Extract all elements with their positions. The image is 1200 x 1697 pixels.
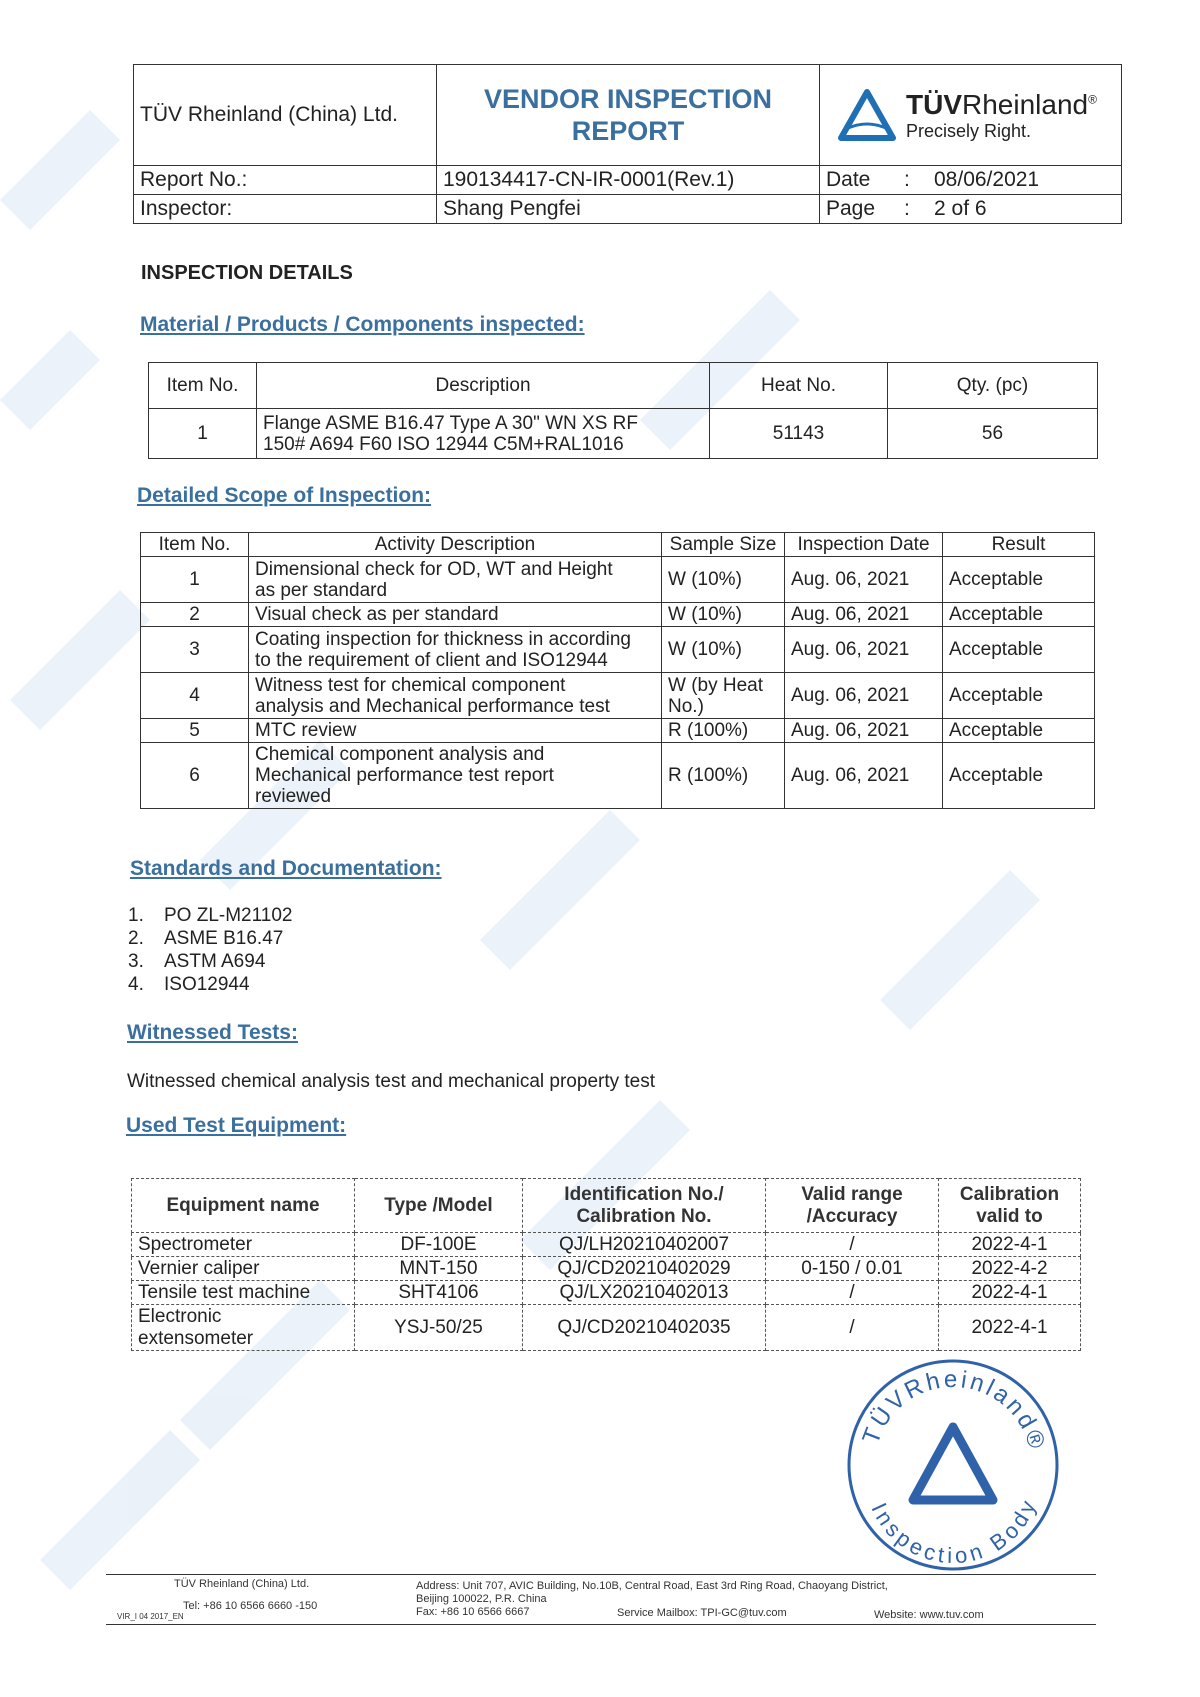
scope-activity [249, 743, 662, 809]
equipment-name: Tensile test machine [132, 1281, 355, 1305]
table-row [132, 1233, 1081, 1257]
report-no: 190134417-CN-IR-0001(Rev.1) [437, 166, 820, 195]
equipment-type: MNT-150 [355, 1257, 523, 1281]
footer-company: TÜV Rheinland (China) Ltd. [174, 1578, 310, 1590]
scope-activity-line: Dimensional check for OD, WT and Height [255, 558, 613, 580]
equipment-col-cal-line: Calibration [959, 1183, 1060, 1205]
scope-activity [249, 673, 662, 719]
witnessed-text: Witnessed chemical analysis test and mechanical property test [127, 1071, 656, 1092]
footer-mailbox: Service Mailbox: TPI-GC@tuv.com [617, 1607, 787, 1619]
equipment-col-id-line: Identification No./ [564, 1183, 724, 1205]
list-text: PO ZL-M21102 [164, 905, 293, 926]
table-row [141, 557, 1095, 603]
materials-description-line1: Flange ASME B16.47 Type A 30" WN XS RF [263, 412, 638, 434]
materials-qty: 56 [888, 409, 1098, 459]
list-item [128, 927, 292, 950]
footer-address-line2: Beijing 100022, P.R. China [416, 1593, 547, 1605]
materials-item-no: 1 [149, 409, 257, 459]
materials-description [257, 409, 710, 459]
table-row [141, 743, 1095, 809]
scope-sample: R (100%) [662, 743, 785, 809]
scope-col-activity: Activity Description [249, 533, 662, 557]
scope-activity-line: Coating inspection for thickness in according [255, 628, 631, 650]
scope-col-date: Inspection Date [785, 533, 943, 557]
list-item [128, 950, 292, 973]
scope-sample: W (10%) [662, 627, 785, 673]
report-no-label: Report No.: [134, 166, 437, 195]
list-text: ASTM A694 [164, 951, 266, 972]
scope-result: Acceptable [943, 719, 1095, 743]
scope-item-no: 6 [141, 743, 249, 809]
scope-date: Aug. 06, 2021 [785, 719, 943, 743]
witnessed-heading: Witnessed Tests: [127, 1021, 298, 1044]
materials-description-line2: 150# A694 F60 ISO 12944 C5M+RAL1016 [263, 433, 624, 455]
scope-col-result: Result [943, 533, 1095, 557]
equipment-type: YSJ-50/25 [355, 1305, 523, 1351]
table-row [141, 627, 1095, 673]
report-title-line1: VENDOR INSPECTION [483, 84, 773, 114]
equipment-id: QJ/CD20210402035 [523, 1305, 766, 1351]
inspection-details-heading: INSPECTION DETAILS [141, 262, 353, 284]
list-item [128, 973, 292, 996]
scope-activity-line: Mechanical performance test report [255, 765, 554, 786]
table-row [141, 673, 1095, 719]
stamp-top-text: TÜVRheinland® [857, 1365, 1051, 1455]
equipment-name [132, 1305, 355, 1351]
scope-sample-line: W (by Heat [668, 674, 764, 696]
equipment-type: DF-100E [355, 1233, 523, 1257]
materials-heat-no: 51143 [710, 409, 888, 459]
tuv-triangle-icon [838, 89, 896, 141]
scope-activity-line: as per standard [255, 579, 388, 601]
materials-col-qty: Qty. (pc) [888, 363, 1098, 409]
scope-sample: W (10%) [662, 603, 785, 627]
date-value: 08/06/2021 [934, 168, 1040, 191]
table-row [141, 603, 1095, 627]
list-number: 1. [128, 905, 144, 926]
logo-tagline: Precisely Right. [906, 120, 1032, 141]
scope-item-no: 5 [141, 719, 249, 743]
page-label: Page [826, 197, 876, 220]
scope-activity [249, 557, 662, 603]
scope-result: Acceptable [943, 627, 1095, 673]
scope-item-no: 2 [141, 603, 249, 627]
equipment-calibration: 2022-4-1 [939, 1233, 1081, 1257]
scope-date: Aug. 06, 2021 [785, 627, 943, 673]
scope-activity: Visual check as per standard [249, 603, 662, 627]
equipment-table [131, 1178, 1081, 1351]
equipment-col-calibration [939, 1179, 1081, 1233]
page-colon: : [904, 197, 910, 220]
date-cell [820, 166, 1122, 195]
scope-activity-line: Witness test for chemical component [255, 674, 566, 696]
standards-list [128, 904, 292, 996]
scope-result: Acceptable [943, 557, 1095, 603]
report-title-line2: REPORT [571, 116, 685, 146]
equipment-id: QJ/CD20210402029 [523, 1257, 766, 1281]
scope-activity [249, 627, 662, 673]
materials-table [148, 362, 1098, 459]
form-code: VIR_I 04 2017_EN [117, 1612, 184, 1621]
date-colon: : [904, 168, 910, 191]
equipment-name: Vernier caliper [132, 1257, 355, 1281]
equipment-col-id-line: Calibration No. [576, 1205, 712, 1227]
equipment-range: / [766, 1281, 939, 1305]
equipment-id: QJ/LX20210402013 [523, 1281, 766, 1305]
footer-bottom-rule [106, 1624, 1096, 1625]
table-row [132, 1257, 1081, 1281]
footer-address-line1: Address: Unit 707, AVIC Building, No.10B, Central Road, East 3rd Ring Road, Chaoyang District, [416, 1580, 888, 1592]
list-number: 4. [128, 974, 144, 995]
page-value: 2 of 6 [934, 197, 987, 220]
company-name: TÜV Rheinland (China) Ltd. [134, 65, 437, 166]
table-row [141, 719, 1095, 743]
scope-activity-line: reviewed [255, 786, 332, 807]
logo-registered-mark: ® [1088, 92, 1097, 107]
scope-item-no: 1 [141, 557, 249, 603]
scope-table [140, 532, 1095, 809]
equipment-range: 0-150 / 0.01 [766, 1257, 939, 1281]
scope-result: Acceptable [943, 673, 1095, 719]
stamp-bottom-text: Inspection Body [866, 1493, 1043, 1569]
scope-item-no: 4 [141, 673, 249, 719]
scope-result: Acceptable [943, 743, 1095, 809]
equipment-range: / [766, 1233, 939, 1257]
equipment-col-range-line: Valid range [801, 1183, 903, 1205]
inspector-name: Shang Pengfei [437, 195, 820, 224]
footer-top-rule [106, 1574, 1096, 1575]
scope-sample: R (100%) [662, 719, 785, 743]
scope-date: Aug. 06, 2021 [785, 603, 943, 627]
equipment-col-range [766, 1179, 939, 1233]
inspector-label: Inspector: [134, 195, 437, 224]
scope-activity-line: to the requirement of client and ISO12944 [255, 649, 608, 671]
equipment-col-cal-line: valid to [976, 1205, 1043, 1227]
materials-col-description: Description [257, 363, 710, 409]
list-text: ISO12944 [164, 974, 250, 995]
equipment-calibration: 2022-4-2 [939, 1257, 1081, 1281]
equipment-col-id [523, 1179, 766, 1233]
scope-activity-line: Chemical component analysis and [255, 744, 545, 765]
equipment-col-type: Type /Model [355, 1179, 523, 1233]
scope-date: Aug. 06, 2021 [785, 743, 943, 809]
table-row [132, 1305, 1081, 1351]
scope-sample: W (10%) [662, 557, 785, 603]
scope-sample-line: No.) [668, 695, 704, 717]
list-text: ASME B16.47 [164, 928, 284, 949]
materials-col-item: Item No. [149, 363, 257, 409]
equipment-range: / [766, 1305, 939, 1351]
standards-heading: Standards and Documentation: [130, 857, 442, 880]
equipment-calibration: 2022-4-1 [939, 1281, 1081, 1305]
logo-brand-rest: Rheinland [962, 88, 1089, 120]
equipment-heading: Used Test Equipment: [126, 1114, 347, 1137]
footer-tel: Tel: +86 10 6566 6660 -150 [183, 1600, 318, 1612]
scope-sample [662, 673, 785, 719]
materials-col-heat: Heat No. [710, 363, 888, 409]
scope-activity: MTC review [249, 719, 662, 743]
scope-col-sample: Sample Size [662, 533, 785, 557]
list-item [128, 904, 292, 927]
list-number: 2. [128, 928, 144, 949]
inspection-body-stamp [843, 1355, 1063, 1575]
equipment-col-name: Equipment name [132, 1179, 355, 1233]
scope-heading: Detailed Scope of Inspection: [137, 484, 432, 507]
scope-result: Acceptable [943, 603, 1095, 627]
scope-date: Aug. 06, 2021 [785, 557, 943, 603]
equipment-name: Spectrometer [132, 1233, 355, 1257]
table-row [132, 1281, 1081, 1305]
tuv-logo [820, 65, 1122, 166]
equipment-calibration: 2022-4-1 [939, 1305, 1081, 1351]
equipment-id: QJ/LH20210402007 [523, 1233, 766, 1257]
equipment-col-range-line: /Accuracy [806, 1205, 898, 1227]
scope-activity-line: analysis and Mechanical performance test [255, 695, 610, 717]
report-header [133, 64, 1122, 224]
footer-fax: Fax: +86 10 6566 6667 [416, 1606, 530, 1618]
footer-website: Website: www.tuv.com [874, 1609, 984, 1621]
stamp-triangle-icon [913, 1427, 993, 1500]
scope-item-no: 3 [141, 627, 249, 673]
list-number: 3. [128, 951, 144, 972]
equipment-name-line: Electronic [138, 1305, 222, 1327]
date-label: Date [826, 168, 871, 191]
report-title [437, 65, 820, 166]
logo-brand-bold: TÜV [906, 88, 962, 120]
equipment-name-line: extensometer [138, 1327, 254, 1349]
page-cell [820, 195, 1122, 224]
materials-heading: Material / Products / Components inspected: [140, 313, 585, 336]
scope-col-item: Item No. [141, 533, 249, 557]
scope-date: Aug. 06, 2021 [785, 673, 943, 719]
equipment-type: SHT4106 [355, 1281, 523, 1305]
